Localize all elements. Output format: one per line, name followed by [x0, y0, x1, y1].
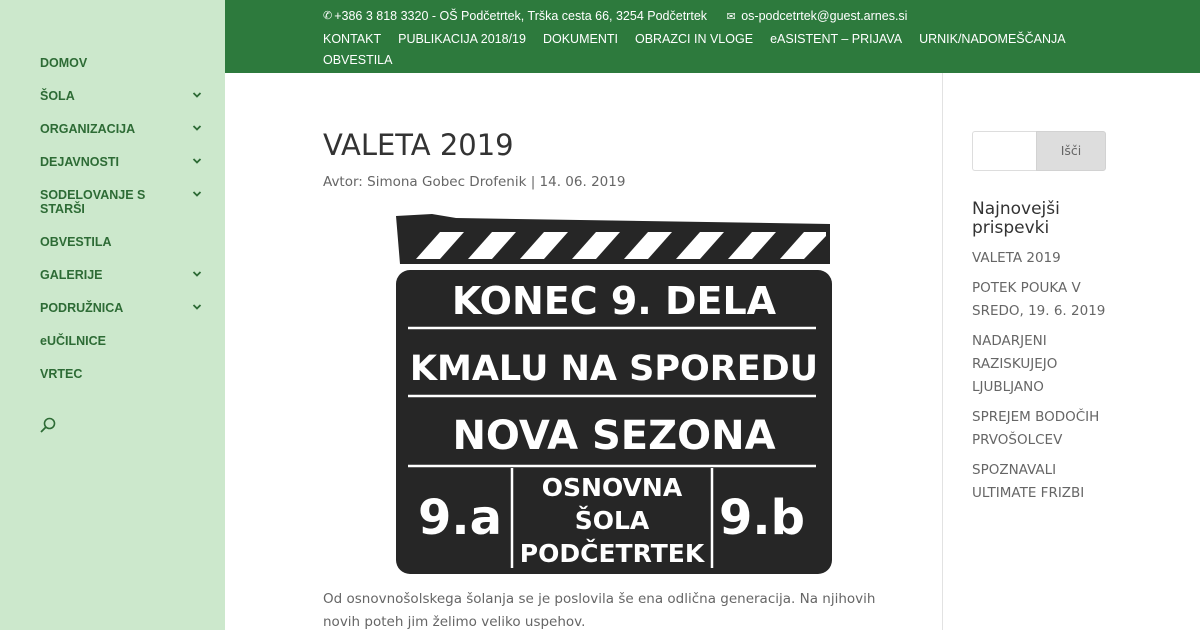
topnav-item-publikacija[interactable]: PUBLIKACIJA 2018/19	[398, 32, 526, 46]
email-link[interactable]	[727, 8, 908, 23]
clapper-school-3: PODČETRTEK	[519, 539, 705, 568]
topnav-item-kontakt[interactable]: KONTAKT	[323, 32, 382, 46]
topnav-item-obrazci[interactable]: OBRAZCI IN VLOGE	[634, 32, 754, 46]
sidebar-item-label[interactable]: DOMOV	[40, 56, 88, 70]
sidebar-item-label[interactable]: SODELOVANJE S STARŠI	[40, 188, 146, 216]
topnav-item-urnik[interactable]: URNIK/NADOMEŠČANJA	[919, 32, 1066, 46]
sidebar-item-organizacija[interactable]	[40, 118, 210, 151]
clapperboard-image	[394, 212, 834, 576]
left-sidebar	[0, 0, 225, 630]
recent-post-link[interactable]: SPREJEM BODOČIH PRVOŠOLCEV	[972, 409, 1100, 448]
sidebar-item-domov[interactable]	[40, 52, 210, 85]
meta-prefix: Avtor:	[323, 174, 368, 190]
clapper-school-1: OSNOVNA	[541, 473, 683, 502]
contact-info	[323, 8, 907, 23]
sidebar-item-sodelovanje[interactable]	[40, 184, 210, 231]
search-button[interactable]: Išči	[1036, 131, 1106, 171]
sidebar-item-label[interactable]: OBVESTILA	[40, 235, 112, 249]
chevron-down-icon[interactable]	[192, 123, 202, 133]
topnav-item-dokumenti[interactable]: DOKUMENTI	[542, 32, 618, 46]
meta-separator: |	[526, 174, 540, 190]
main-nav	[40, 52, 210, 396]
sidebar-item-label[interactable]: ORGANIZACIJA	[40, 122, 136, 136]
sidebar-item-obvestila[interactable]	[40, 231, 210, 264]
chevron-down-icon[interactable]	[192, 90, 202, 100]
search-input[interactable]	[972, 131, 1038, 171]
sidebar-item-label[interactable]: DEJAVNOSTI	[40, 155, 119, 169]
search-icon[interactable]	[38, 416, 58, 436]
phone-icon: ✆	[323, 10, 333, 23]
top-header	[225, 0, 1200, 73]
sidebar-item-label[interactable]: VRTEC	[40, 367, 83, 381]
sidebar-item-label[interactable]: PODRUŽNICA	[40, 301, 124, 315]
clapper-line-3: NOVA SEZONA	[452, 413, 776, 459]
recent-post-link[interactable]: VALETA 2019	[972, 250, 1061, 266]
clapper-class-right: 9.b	[719, 490, 805, 546]
sidebar-item-podruznica[interactable]	[40, 297, 210, 330]
email-text[interactable]: os-podcetrtek@guest.arnes.si	[741, 9, 908, 24]
recent-posts-title: Najnovejši prispevki	[972, 199, 1060, 238]
phone-address: +386 3 818 3320 - OŠ Podčetrtek, Trška cesta 66, 3254 Podčetrtek	[334, 8, 708, 23]
post-date: 14. 06. 2019	[539, 174, 626, 190]
chevron-down-icon[interactable]	[192, 302, 202, 312]
chevron-down-icon[interactable]	[192, 189, 202, 199]
sidebar-item-sola[interactable]	[40, 85, 210, 118]
recent-post-link[interactable]: NADARJENI RAZISKUJEJO LJUBLJANO	[972, 333, 1058, 395]
recent-post-link[interactable]: POTEK POUKA V SREDO, 19. 6. 2019	[972, 280, 1106, 319]
sidebar-item-label[interactable]: GALERIJE	[40, 268, 103, 282]
sidebar-item-dejavnosti[interactable]	[40, 151, 210, 184]
topnav-item-obvestila[interactable]: OBVESTILA	[323, 53, 393, 67]
author-link[interactable]: Simona Gobec Drofenik	[367, 174, 527, 190]
clapper-school-2: ŠOLA	[574, 506, 650, 535]
chevron-down-icon[interactable]	[192, 156, 202, 166]
sidebar-search	[972, 131, 1106, 171]
envelope-icon: ✉	[726, 10, 736, 23]
clapper-class-left: 9.a	[417, 490, 503, 546]
recent-post-link[interactable]: SPOZNAVALI ULTIMATE FRIZBI	[972, 462, 1085, 501]
post-meta	[323, 174, 625, 190]
chevron-down-icon[interactable]	[192, 269, 202, 279]
sidebar-divider	[942, 73, 943, 630]
recent-posts-list	[972, 247, 1112, 512]
page-title: VALETA 2019	[323, 128, 514, 162]
clapper-line-1: KONEC 9. DELA	[451, 279, 777, 323]
sidebar-item-eucilnice[interactable]	[40, 330, 210, 363]
topnav-item-easistent[interactable]: eASISTENT – PRIJAVA	[770, 32, 903, 46]
post-excerpt: Od osnovnošolskega šolanja se je poslovila še ena odlična generacija. Na njihovih novih poteh jim želimo veliko uspehov.	[323, 591, 876, 630]
sidebar-item-label[interactable]: eUČILNICE	[40, 334, 106, 348]
sidebar-item-galerije[interactable]	[40, 264, 210, 297]
sidebar-item-vrtec[interactable]	[40, 363, 210, 396]
clapper-line-2: KMALU NA SPOREDU	[409, 349, 819, 389]
top-nav	[323, 29, 1083, 71]
sidebar-item-label[interactable]: ŠOLA	[40, 89, 75, 103]
